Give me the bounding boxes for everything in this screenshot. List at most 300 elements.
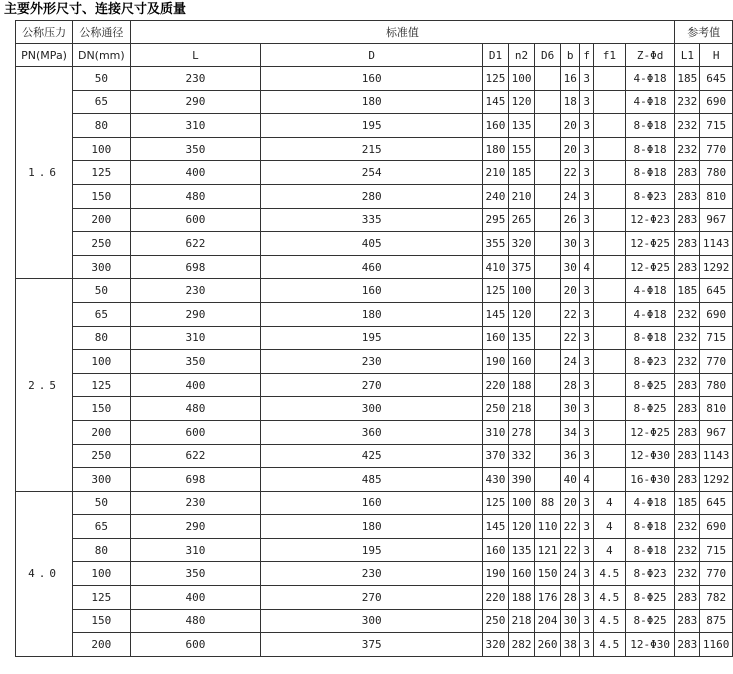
value-cell: 283 (675, 633, 700, 657)
value-cell (535, 373, 561, 397)
pressure-cell: 2.5 (16, 279, 73, 491)
value-cell: 645 (700, 279, 733, 303)
value-cell: 3 (580, 90, 593, 114)
table-row (16, 444, 733, 468)
value-cell: 3 (580, 137, 593, 161)
value-cell: 100 (508, 279, 534, 303)
table-row (16, 137, 733, 161)
value-cell: 145 (483, 90, 509, 114)
value-cell: 188 (508, 373, 534, 397)
value-cell: 300 (261, 397, 483, 421)
value-cell: 390 (508, 468, 534, 492)
value-cell: 270 (261, 373, 483, 397)
table-row (16, 208, 733, 232)
value-cell: 715 (700, 114, 733, 138)
value-cell (535, 397, 561, 421)
value-cell: 12-Φ23 (625, 208, 675, 232)
table-row (16, 279, 733, 303)
value-cell: 283 (675, 586, 700, 610)
dn-cell: 100 (73, 137, 130, 161)
value-cell: 232 (675, 562, 700, 586)
value-cell: 190 (483, 562, 509, 586)
value-cell: 20 (560, 491, 580, 515)
value-cell: 160 (261, 67, 483, 91)
value-cell: 283 (675, 468, 700, 492)
value-cell: 405 (261, 232, 483, 256)
header-col-b: b (560, 44, 580, 67)
table-row (16, 161, 733, 185)
value-cell (535, 137, 561, 161)
value-cell (593, 114, 625, 138)
value-cell: 967 (700, 208, 733, 232)
value-cell (593, 208, 625, 232)
value-cell: 4-Φ18 (625, 67, 675, 91)
value-cell: 300 (261, 609, 483, 633)
value-cell: 290 (130, 90, 261, 114)
value-cell: 38 (560, 633, 580, 657)
header-col-D1: D1 (483, 44, 509, 67)
value-cell: 4 (593, 491, 625, 515)
value-cell: 400 (130, 161, 261, 185)
value-cell: 1160 (700, 633, 733, 657)
value-cell: 160 (483, 326, 509, 350)
value-cell: 350 (130, 350, 261, 374)
value-cell: 622 (130, 444, 261, 468)
value-cell: 335 (261, 208, 483, 232)
value-cell: 4 (580, 255, 593, 279)
value-cell: 3 (580, 633, 593, 657)
value-cell: 320 (508, 232, 534, 256)
value-cell: 100 (508, 491, 534, 515)
value-cell: 967 (700, 420, 733, 444)
value-cell: 4.5 (593, 586, 625, 610)
value-cell: 295 (483, 208, 509, 232)
value-cell: 4.5 (593, 609, 625, 633)
table-row (16, 373, 733, 397)
value-cell: 8-Φ18 (625, 114, 675, 138)
dn-cell: 125 (73, 586, 130, 610)
value-cell: 8-Φ18 (625, 326, 675, 350)
table-body (16, 67, 733, 657)
value-cell: 3 (580, 609, 593, 633)
value-cell: 310 (130, 114, 261, 138)
value-cell: 12-Φ30 (625, 633, 675, 657)
value-cell: 283 (675, 208, 700, 232)
value-cell: 160 (483, 538, 509, 562)
table-row (16, 255, 733, 279)
table-row (16, 609, 733, 633)
value-cell: 120 (508, 90, 534, 114)
value-cell: 145 (483, 302, 509, 326)
dn-cell: 300 (73, 255, 130, 279)
value-cell: 810 (700, 184, 733, 208)
value-cell: 125 (483, 67, 509, 91)
table-row (16, 515, 733, 539)
pressure-cell: 4.0 (16, 491, 73, 656)
value-cell (593, 90, 625, 114)
dn-cell: 300 (73, 468, 130, 492)
value-cell: 210 (508, 184, 534, 208)
value-cell: 230 (130, 491, 261, 515)
value-cell: 8-Φ18 (625, 515, 675, 539)
value-cell: 280 (261, 184, 483, 208)
value-cell: 4.5 (593, 633, 625, 657)
value-cell (535, 90, 561, 114)
value-cell: 135 (508, 538, 534, 562)
value-cell (593, 373, 625, 397)
value-cell: 230 (130, 67, 261, 91)
value-cell: 375 (508, 255, 534, 279)
value-cell: 875 (700, 609, 733, 633)
value-cell: 250 (483, 609, 509, 633)
table-row (16, 468, 733, 492)
value-cell: 410 (483, 255, 509, 279)
value-cell: 150 (535, 562, 561, 586)
value-cell: 3 (580, 302, 593, 326)
dn-cell: 200 (73, 633, 130, 657)
value-cell: 3 (580, 420, 593, 444)
value-cell: 232 (675, 114, 700, 138)
header-col-D: D (261, 44, 483, 67)
value-cell: 282 (508, 633, 534, 657)
value-cell: 8-Φ18 (625, 161, 675, 185)
value-cell: 135 (508, 114, 534, 138)
value-cell: 232 (675, 90, 700, 114)
header-col-z-phi-d: Z-Φd (625, 44, 675, 67)
header-pn-unit: PN(MPa) (16, 44, 73, 67)
value-cell: 1292 (700, 255, 733, 279)
value-cell: 195 (261, 114, 483, 138)
value-cell: 18 (560, 90, 580, 114)
value-cell: 100 (508, 67, 534, 91)
value-cell: 218 (508, 609, 534, 633)
value-cell: 3 (580, 161, 593, 185)
value-cell: 232 (675, 326, 700, 350)
dn-cell: 250 (73, 444, 130, 468)
value-cell (535, 232, 561, 256)
value-cell: 283 (675, 161, 700, 185)
dn-cell: 50 (73, 491, 130, 515)
value-cell: 180 (261, 515, 483, 539)
value-cell: 600 (130, 420, 261, 444)
value-cell: 260 (535, 633, 561, 657)
dn-cell: 150 (73, 397, 130, 421)
dn-cell: 65 (73, 515, 130, 539)
value-cell: 160 (261, 491, 483, 515)
value-cell: 3 (580, 232, 593, 256)
value-cell: 40 (560, 468, 580, 492)
value-cell: 375 (261, 633, 483, 657)
value-cell: 4-Φ18 (625, 279, 675, 303)
value-cell: 4 (580, 468, 593, 492)
value-cell (535, 468, 561, 492)
value-cell: 3 (580, 397, 593, 421)
value-cell: 283 (675, 232, 700, 256)
value-cell: 3 (580, 373, 593, 397)
value-cell: 770 (700, 350, 733, 374)
value-cell: 425 (261, 444, 483, 468)
value-cell: 265 (508, 208, 534, 232)
value-cell (593, 184, 625, 208)
value-cell: 3 (580, 326, 593, 350)
value-cell: 485 (261, 468, 483, 492)
header-pn-label: 公称压力 (16, 21, 73, 44)
value-cell: 22 (560, 515, 580, 539)
header-col-n2: n2 (508, 44, 534, 67)
value-cell (535, 302, 561, 326)
value-cell: 3 (580, 208, 593, 232)
value-cell: 145 (483, 515, 509, 539)
value-cell: 232 (675, 137, 700, 161)
value-cell: 3 (580, 515, 593, 539)
value-cell: 28 (560, 586, 580, 610)
header-dn-label: 公称通径 (73, 21, 130, 44)
value-cell: 320 (483, 633, 509, 657)
header-col-f1: f1 (593, 44, 625, 67)
value-cell: 28 (560, 373, 580, 397)
value-cell: 190 (483, 350, 509, 374)
value-cell (535, 255, 561, 279)
table-row (16, 184, 733, 208)
dn-cell: 200 (73, 208, 130, 232)
dn-cell: 50 (73, 67, 130, 91)
table-row (16, 302, 733, 326)
value-cell: 8-Φ25 (625, 397, 675, 421)
header-col-L1: L1 (675, 44, 700, 67)
table-row (16, 326, 733, 350)
value-cell (593, 326, 625, 350)
value-cell: 1143 (700, 232, 733, 256)
value-cell: 8-Φ25 (625, 609, 675, 633)
value-cell (593, 444, 625, 468)
value-cell: 8-Φ18 (625, 538, 675, 562)
dn-cell: 250 (73, 232, 130, 256)
dn-cell: 100 (73, 562, 130, 586)
value-cell: 185 (675, 67, 700, 91)
value-cell: 400 (130, 373, 261, 397)
value-cell: 810 (700, 397, 733, 421)
value-cell: 22 (560, 538, 580, 562)
value-cell: 8-Φ25 (625, 373, 675, 397)
value-cell: 645 (700, 67, 733, 91)
value-cell: 12-Φ30 (625, 444, 675, 468)
value-cell: 26 (560, 208, 580, 232)
value-cell: 232 (675, 302, 700, 326)
value-cell (593, 468, 625, 492)
value-cell (593, 232, 625, 256)
value-cell: 600 (130, 208, 261, 232)
value-cell: 310 (130, 538, 261, 562)
value-cell: 204 (535, 609, 561, 633)
value-cell (535, 114, 561, 138)
value-cell (535, 208, 561, 232)
dn-cell: 50 (73, 279, 130, 303)
value-cell (593, 420, 625, 444)
value-cell: 770 (700, 137, 733, 161)
value-cell: 4.5 (593, 562, 625, 586)
value-cell: 310 (130, 326, 261, 350)
value-cell: 155 (508, 137, 534, 161)
value-cell: 283 (675, 397, 700, 421)
value-cell (535, 326, 561, 350)
value-cell: 230 (130, 279, 261, 303)
value-cell: 20 (560, 279, 580, 303)
value-cell: 3 (580, 444, 593, 468)
header-col-f: f (580, 44, 593, 67)
value-cell (535, 420, 561, 444)
value-cell: 283 (675, 255, 700, 279)
value-cell: 160 (483, 114, 509, 138)
table-row (16, 538, 733, 562)
pressure-cell: 1.6 (16, 67, 73, 279)
value-cell (593, 279, 625, 303)
value-cell: 8-Φ23 (625, 350, 675, 374)
value-cell: 645 (700, 491, 733, 515)
value-cell: 188 (508, 586, 534, 610)
value-cell: 120 (508, 302, 534, 326)
value-cell: 290 (130, 302, 261, 326)
value-cell: 8-Φ25 (625, 586, 675, 610)
value-cell: 350 (130, 137, 261, 161)
value-cell: 16-Φ30 (625, 468, 675, 492)
value-cell: 230 (261, 562, 483, 586)
value-cell: 195 (261, 326, 483, 350)
table-row (16, 232, 733, 256)
value-cell: 12-Φ25 (625, 420, 675, 444)
value-cell: 480 (130, 184, 261, 208)
value-cell: 20 (560, 137, 580, 161)
value-cell: 22 (560, 326, 580, 350)
value-cell: 185 (508, 161, 534, 185)
header-reference-group: 参考值 (675, 21, 733, 44)
value-cell: 4 (593, 538, 625, 562)
table-row (16, 350, 733, 374)
value-cell: 30 (560, 609, 580, 633)
value-cell: 30 (560, 232, 580, 256)
dn-cell: 80 (73, 114, 130, 138)
header-col-H: H (700, 44, 733, 67)
value-cell (593, 397, 625, 421)
value-cell: 210 (483, 161, 509, 185)
header-col-D6: D6 (535, 44, 561, 67)
value-cell (535, 279, 561, 303)
table-row (16, 633, 733, 657)
value-cell: 283 (675, 609, 700, 633)
value-cell: 780 (700, 373, 733, 397)
value-cell: 480 (130, 609, 261, 633)
value-cell: 3 (580, 184, 593, 208)
value-cell: 480 (130, 397, 261, 421)
value-cell (593, 255, 625, 279)
table-row (16, 420, 733, 444)
value-cell: 3 (580, 586, 593, 610)
value-cell: 22 (560, 161, 580, 185)
dn-cell: 80 (73, 538, 130, 562)
value-cell: 370 (483, 444, 509, 468)
value-cell: 8-Φ23 (625, 184, 675, 208)
value-cell: 3 (580, 67, 593, 91)
value-cell: 22 (560, 302, 580, 326)
value-cell: 24 (560, 184, 580, 208)
header-dn-unit: DN(mm) (73, 44, 130, 67)
value-cell: 16 (560, 67, 580, 91)
value-cell: 283 (675, 420, 700, 444)
value-cell (593, 350, 625, 374)
dn-cell: 150 (73, 184, 130, 208)
value-cell: 4-Φ18 (625, 491, 675, 515)
dn-cell: 80 (73, 326, 130, 350)
value-cell (593, 161, 625, 185)
value-cell: 125 (483, 279, 509, 303)
value-cell: 121 (535, 538, 561, 562)
value-cell (535, 161, 561, 185)
value-cell (593, 67, 625, 91)
spec-table (15, 20, 733, 657)
dn-cell: 100 (73, 350, 130, 374)
value-cell: 698 (130, 255, 261, 279)
value-cell: 230 (261, 350, 483, 374)
value-cell: 278 (508, 420, 534, 444)
header-col-L: L (130, 44, 261, 67)
value-cell: 400 (130, 586, 261, 610)
dn-cell: 65 (73, 90, 130, 114)
value-cell: 332 (508, 444, 534, 468)
value-cell: 715 (700, 538, 733, 562)
value-cell: 30 (560, 255, 580, 279)
value-cell: 24 (560, 350, 580, 374)
value-cell: 600 (130, 633, 261, 657)
value-cell: 24 (560, 562, 580, 586)
value-cell: 30 (560, 397, 580, 421)
table-row (16, 90, 733, 114)
value-cell: 36 (560, 444, 580, 468)
value-cell: 12-Φ25 (625, 232, 675, 256)
value-cell: 4-Φ18 (625, 302, 675, 326)
value-cell (535, 184, 561, 208)
value-cell: 160 (508, 350, 534, 374)
value-cell (535, 350, 561, 374)
value-cell: 270 (261, 586, 483, 610)
value-cell: 3 (580, 562, 593, 586)
value-cell: 715 (700, 326, 733, 350)
value-cell: 4-Φ18 (625, 90, 675, 114)
table-row (16, 586, 733, 610)
value-cell: 8-Φ23 (625, 562, 675, 586)
value-cell: 770 (700, 562, 733, 586)
value-cell: 254 (261, 161, 483, 185)
value-cell: 176 (535, 586, 561, 610)
value-cell: 1143 (700, 444, 733, 468)
value-cell: 782 (700, 586, 733, 610)
value-cell: 220 (483, 586, 509, 610)
value-cell (535, 67, 561, 91)
value-cell: 110 (535, 515, 561, 539)
value-cell: 3 (580, 491, 593, 515)
value-cell: 698 (130, 468, 261, 492)
value-cell: 20 (560, 114, 580, 138)
value-cell: 12-Φ25 (625, 255, 675, 279)
value-cell: 780 (700, 161, 733, 185)
value-cell: 218 (508, 397, 534, 421)
value-cell: 125 (483, 491, 509, 515)
value-cell: 3 (580, 279, 593, 303)
value-cell: 622 (130, 232, 261, 256)
value-cell: 160 (261, 279, 483, 303)
value-cell: 180 (261, 302, 483, 326)
value-cell (535, 444, 561, 468)
value-cell: 690 (700, 302, 733, 326)
value-cell: 240 (483, 184, 509, 208)
